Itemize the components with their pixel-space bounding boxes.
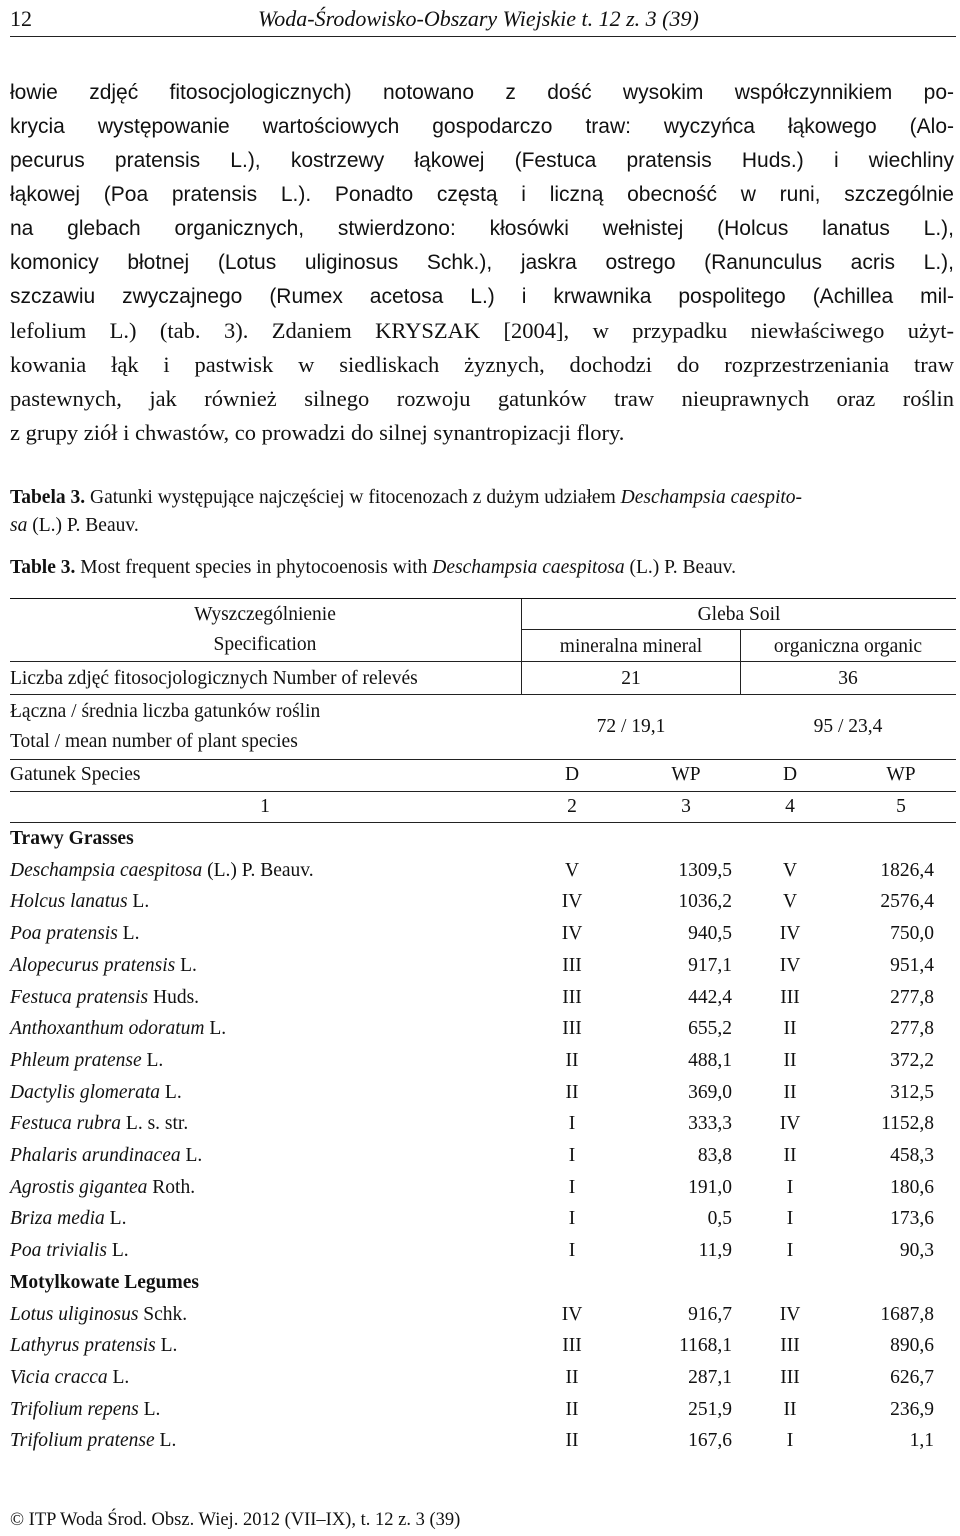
species-name bbox=[10, 1049, 163, 1073]
cell-d-mineral: IV bbox=[561, 1303, 583, 1325]
col-wp-organic: WP bbox=[886, 764, 916, 785]
page-number: 12 bbox=[10, 6, 32, 31]
body-line: pecurus pratensis L.), kostrzewy łąkowej (Festuca pratensis Huds.) i wiechliny bbox=[10, 149, 954, 172]
cell-wp-organic: 1,1 bbox=[909, 1430, 934, 1452]
cell-d-mineral: II bbox=[565, 1366, 579, 1388]
caption-tail: (L.) P. Beauv. bbox=[624, 557, 736, 578]
cell-wp-organic: 1687,8 bbox=[880, 1303, 934, 1325]
species-genus: Trifolium pratense bbox=[10, 1430, 155, 1452]
species-count-mineral: 72 / 19,1 bbox=[596, 716, 666, 737]
species-genus: Festuca rubra bbox=[10, 1113, 122, 1135]
cell-d-mineral: III bbox=[562, 954, 582, 976]
cell-d-mineral: II bbox=[565, 1049, 579, 1071]
species-author: L. bbox=[104, 1208, 127, 1230]
species-genus: Agrostis gigantea bbox=[10, 1176, 148, 1198]
cell-d-organic: I bbox=[786, 1176, 794, 1198]
species-author: L. s. str. bbox=[121, 1113, 189, 1135]
table-rule bbox=[522, 629, 956, 630]
cell-d-organic: IV bbox=[779, 954, 801, 976]
cell-d-mineral: II bbox=[565, 1081, 579, 1103]
cell-wp-organic: 372,2 bbox=[890, 1049, 934, 1071]
body-line: lefolium L.) (tab. 3). Zdaniem KRYSZAK [2004], w przypadku niewłaściwego użyt- bbox=[10, 318, 954, 343]
cell-wp-mineral: 655,2 bbox=[688, 1018, 732, 1040]
cell-d-organic: II bbox=[783, 1018, 797, 1040]
cell-wp-mineral: 1309,5 bbox=[678, 859, 732, 881]
cell-wp-mineral: 0,5 bbox=[707, 1208, 732, 1230]
cell-d-organic: III bbox=[780, 1366, 800, 1388]
body-line: na glebach organicznych, stwierdzono: kłosówki wełnistej (Holcus lanatus L.), bbox=[10, 217, 954, 240]
cell-d-mineral: I bbox=[568, 1240, 576, 1262]
species-genus: Poa trivialis bbox=[10, 1240, 107, 1262]
cell-d-organic: IV bbox=[779, 923, 801, 945]
cell-d-organic: III bbox=[780, 986, 800, 1008]
col-d-mineral: D bbox=[564, 764, 580, 785]
species-name bbox=[10, 1017, 226, 1041]
table-rule bbox=[10, 694, 956, 695]
table-vrule bbox=[740, 630, 741, 661]
mineral-header: mineralna mineral bbox=[559, 636, 703, 657]
cell-d-mineral: IV bbox=[561, 923, 583, 945]
organic-header: organiczna organic bbox=[773, 636, 923, 657]
cell-wp-organic: 236,9 bbox=[890, 1398, 934, 1420]
cell-d-organic: III bbox=[780, 1335, 800, 1357]
body-line: łowie zdjęć fitosocjologicznych) notowano z dość wysokim współczynnikiem po- bbox=[10, 81, 954, 104]
species-name bbox=[10, 1207, 126, 1231]
table-rule bbox=[10, 759, 956, 760]
species-author: Schk. bbox=[138, 1303, 188, 1325]
species-name bbox=[10, 1081, 182, 1105]
species-genus: Lathyrus pratensis bbox=[10, 1335, 156, 1357]
spec-header-pl: Wyszczególnienie bbox=[194, 604, 336, 625]
cell-wp-mineral: 442,4 bbox=[688, 986, 732, 1008]
body-line: komonicy błotnej (Lotus uliginosus Schk.), jaskra ostrego (Ranunculus acris L.), bbox=[10, 251, 954, 274]
cell-wp-mineral: 11,9 bbox=[698, 1240, 732, 1262]
species-genus: Phalaris arundinacea bbox=[10, 1145, 181, 1166]
col-number: 5 bbox=[896, 796, 906, 817]
col-d-organic: D bbox=[782, 764, 798, 785]
group-title: Trawy Grasses bbox=[10, 828, 134, 849]
species-author: L. bbox=[141, 1049, 164, 1071]
body-line: z grupy ziół i chwastów, co prowadzi do silnej synantropizacji flory. bbox=[10, 420, 625, 445]
caption-italic: Deschampsia caespito- bbox=[620, 487, 803, 508]
species-author: L. bbox=[160, 1081, 182, 1103]
cell-d-organic: IV bbox=[779, 1113, 801, 1135]
cell-d-organic: II bbox=[783, 1049, 797, 1071]
table-rule bbox=[10, 822, 956, 823]
cell-wp-mineral: 83,8 bbox=[697, 1145, 732, 1166]
running-header bbox=[10, 6, 956, 37]
releves-organic: 36 bbox=[838, 668, 858, 689]
species-genus: Holcus lanatus bbox=[10, 891, 128, 913]
species-author: L. bbox=[127, 891, 150, 913]
body-line: kowania łąk i pastwisk w siedliskach żyznych, dochodzi do rozprzestrzeniania traw bbox=[10, 352, 954, 377]
body-line: łąkowej (Poa pratensis L.). Ponadto częstą i liczną obecność w runi, szczególnie bbox=[10, 183, 954, 206]
species-author: (L.) P. Beauv. bbox=[202, 859, 314, 881]
spec-header-en: Specification bbox=[213, 634, 317, 655]
species-count-label-pl: Łączna / średnia liczba gatunków roślin bbox=[10, 701, 321, 722]
cell-wp-mineral: 191,0 bbox=[688, 1176, 732, 1198]
cell-d-organic: II bbox=[783, 1081, 797, 1103]
cell-wp-mineral: 488,1 bbox=[688, 1049, 732, 1071]
cell-wp-organic: 173,6 bbox=[890, 1208, 934, 1230]
species-genus: Festuca pratensis bbox=[10, 986, 149, 1008]
species-author: L. bbox=[175, 954, 197, 976]
cell-d-organic: I bbox=[786, 1208, 794, 1230]
species-name bbox=[10, 1398, 160, 1422]
species-name bbox=[10, 922, 139, 946]
soil-header: Gleba Soil bbox=[697, 604, 781, 625]
species-name bbox=[10, 1176, 195, 1200]
species-genus: Dactylis glomerata bbox=[10, 1081, 161, 1103]
cell-d-mineral: II bbox=[565, 1430, 579, 1452]
species-genus: Briza media bbox=[10, 1208, 105, 1230]
cell-wp-organic: 626,7 bbox=[890, 1366, 934, 1388]
species-author: L. bbox=[107, 1366, 130, 1388]
species-genus: Anthoxanthum odoratum bbox=[10, 1018, 205, 1040]
species-author: L. bbox=[155, 1335, 178, 1357]
cell-wp-organic: 90,3 bbox=[899, 1240, 934, 1262]
col-wp-mineral: WP bbox=[671, 764, 701, 785]
cell-wp-mineral: 1168,1 bbox=[679, 1335, 732, 1357]
species-name bbox=[10, 890, 149, 914]
table-rule bbox=[10, 661, 956, 662]
cell-wp-mineral: 917,1 bbox=[688, 954, 732, 976]
species-author: L. bbox=[117, 923, 140, 945]
species-author: L. bbox=[154, 1430, 177, 1452]
col-number: 2 bbox=[567, 796, 577, 817]
cell-wp-organic: 2576,4 bbox=[880, 891, 934, 913]
table-caption-pl bbox=[10, 484, 954, 540]
col-number: 1 bbox=[260, 796, 270, 817]
cell-d-organic: II bbox=[783, 1145, 797, 1166]
species-genus: Deschampsia caespitosa bbox=[10, 859, 203, 881]
species-genus: Phleum pratense bbox=[10, 1049, 142, 1071]
cell-wp-mineral: 916,7 bbox=[688, 1303, 732, 1325]
footer-copyright: © ITP Woda Środ. Obsz. Wiej. 2012 (VII–IX), t. 12 z. 3 (39) bbox=[10, 1510, 461, 1530]
species-name bbox=[10, 1144, 202, 1168]
caption-label: Tabela 3. bbox=[10, 487, 86, 508]
cell-wp-organic: 277,8 bbox=[890, 986, 934, 1008]
caption-label: Table 3. bbox=[10, 557, 76, 578]
group-title: Motylkowate Legumes bbox=[10, 1271, 200, 1293]
caption-text: Gatunki występujące najczęściej w fitocenozach z dużym udziałem bbox=[85, 487, 621, 508]
cell-d-mineral: III bbox=[562, 1335, 582, 1357]
cell-wp-organic: 951,4 bbox=[890, 954, 934, 976]
body-line: pastewnych, jak również silnego rozwoju gatunków traw nieuprawnych oraz roślin bbox=[10, 386, 954, 411]
body-line: krycia występowanie wartościowych gospodarczo traw: wyczyńca łąkowego (Alo- bbox=[10, 115, 954, 138]
species-genus: Trifolium repens bbox=[10, 1398, 139, 1420]
table-rule bbox=[10, 791, 956, 792]
species-header: Gatunek Species bbox=[10, 764, 141, 785]
species-name bbox=[10, 1303, 187, 1327]
species-name bbox=[10, 986, 199, 1010]
species-genus: Poa pratensis bbox=[10, 923, 118, 945]
cell-d-organic: IV bbox=[779, 1303, 801, 1325]
cell-d-mineral: I bbox=[568, 1176, 576, 1198]
species-name bbox=[10, 1366, 129, 1390]
running-title: Woda-Środowisko-Obszary Wiejskie t. 12 z. 3 (39) bbox=[258, 6, 699, 31]
species-author: Huds. bbox=[148, 986, 200, 1008]
species-author: L. bbox=[180, 1145, 203, 1166]
caption-tail: (L.) P. Beauv. bbox=[27, 515, 139, 536]
species-author: L. bbox=[138, 1398, 161, 1420]
cell-wp-organic: 277,8 bbox=[890, 1018, 934, 1040]
cell-wp-mineral: 251,9 bbox=[688, 1398, 732, 1420]
species-genus: Lotus uliginosus bbox=[10, 1303, 139, 1325]
cell-wp-organic: 1826,4 bbox=[880, 859, 934, 881]
caption-text: Most frequent species in phytocoenosis with bbox=[75, 557, 433, 578]
cell-d-mineral: V bbox=[564, 859, 580, 881]
species-name bbox=[10, 1334, 177, 1358]
cell-wp-organic: 890,6 bbox=[890, 1335, 934, 1357]
cell-wp-organic: 312,5 bbox=[890, 1081, 934, 1103]
releves-label: Liczba zdjęć fitosocjologicznych Number of relevés bbox=[10, 668, 418, 689]
caption-italic: sa bbox=[10, 515, 28, 536]
cell-d-mineral: IV bbox=[561, 891, 583, 913]
species-name bbox=[10, 859, 314, 883]
cell-wp-organic: 1152,8 bbox=[881, 1113, 934, 1135]
cell-wp-mineral: 167,6 bbox=[688, 1430, 732, 1452]
cell-wp-organic: 750,0 bbox=[890, 923, 934, 945]
cell-d-organic: V bbox=[782, 891, 798, 913]
species-name bbox=[10, 1112, 188, 1136]
species-name bbox=[10, 1239, 129, 1263]
cell-wp-mineral: 287,1 bbox=[688, 1366, 732, 1388]
species-author: L. bbox=[204, 1018, 227, 1040]
col-number: 3 bbox=[681, 796, 691, 817]
col-number: 4 bbox=[785, 796, 795, 817]
cell-d-mineral: I bbox=[568, 1208, 576, 1230]
species-count-label-en: Total / mean number of plant species bbox=[10, 731, 298, 752]
cell-wp-mineral: 940,5 bbox=[688, 923, 732, 945]
caption-italic: Deschampsia caespitosa bbox=[432, 557, 625, 578]
species-name bbox=[10, 954, 197, 978]
species-genus: Vicia cracca bbox=[10, 1366, 108, 1388]
cell-wp-mineral: 1036,2 bbox=[678, 891, 732, 913]
cell-d-mineral: III bbox=[562, 1018, 582, 1040]
cell-d-organic: V bbox=[782, 859, 798, 881]
species-name bbox=[10, 1429, 176, 1453]
cell-d-mineral: I bbox=[568, 1113, 576, 1135]
cell-wp-mineral: 333,3 bbox=[688, 1113, 732, 1135]
releves-mineral: 21 bbox=[621, 668, 641, 689]
species-count-organic: 95 / 23,4 bbox=[813, 716, 883, 737]
species-genus: Alopecurus pratensis bbox=[10, 954, 176, 976]
species-author: Roth. bbox=[147, 1176, 196, 1198]
cell-d-mineral: II bbox=[565, 1398, 579, 1420]
cell-d-mineral: III bbox=[562, 986, 582, 1008]
cell-wp-organic: 458,3 bbox=[890, 1145, 934, 1166]
cell-d-organic: I bbox=[786, 1430, 794, 1452]
cell-wp-organic: 180,6 bbox=[890, 1176, 934, 1198]
table-rule-top bbox=[10, 598, 956, 599]
species-author: L. bbox=[106, 1240, 129, 1262]
cell-wp-mineral: 369,0 bbox=[688, 1081, 732, 1103]
table-caption-en bbox=[10, 554, 954, 582]
body-line: szczawiu zwyczajnego (Rumex acetosa L.) i krwawnika pospolitego (Achillea mil- bbox=[10, 285, 954, 308]
cell-d-organic: I bbox=[786, 1240, 794, 1262]
cell-d-organic: II bbox=[783, 1398, 797, 1420]
cell-d-mineral: I bbox=[568, 1145, 576, 1166]
